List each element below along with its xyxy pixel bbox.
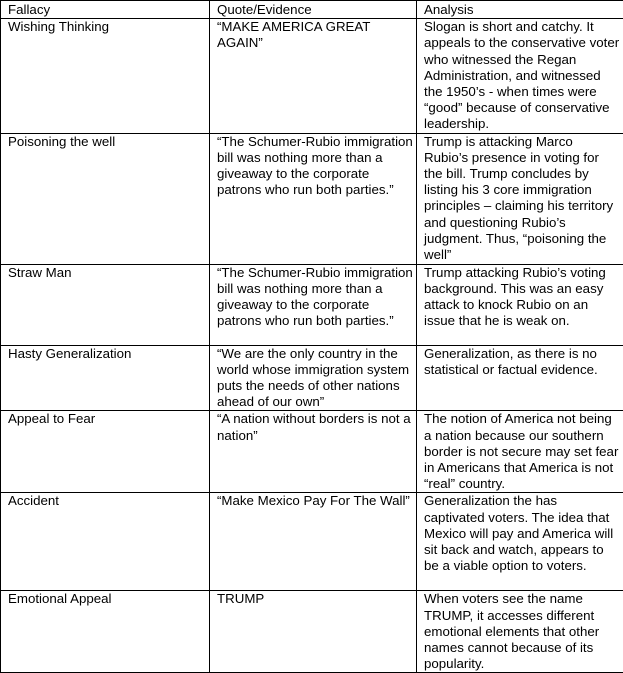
analysis-cell: The notion of America not being a nation because our southern border is not secure may set fear in Americans that America is not “real” country.: [417, 411, 623, 493]
analysis-cell: Trump is attacking Marco Rubio’s presence in voting for the bill. Trump concludes by listing his 3 core immigration principles – claiming his territory and questioning Rubio’s judgment. Thus, “poisoning the well”: [417, 133, 623, 264]
quote-cell: “Make Mexico Pay For The Wall”: [210, 493, 417, 591]
fallacy-cell: Wishing Thinking: [1, 19, 210, 133]
fallacy-cell: Accident: [1, 493, 210, 591]
fallacy-cell: Appeal to Fear: [1, 411, 210, 493]
table-row: [1, 411, 623, 493]
quote-cell: “The Schumer-Rubio immigration bill was nothing more than a giveaway to the corporate patrons who run both parties.”: [210, 264, 417, 345]
table-row: [1, 133, 623, 264]
analysis-cell: Generalization, as there is no statistical or factual evidence.: [417, 345, 623, 411]
quote-cell: “The Schumer-Rubio immigration bill was nothing more than a giveaway to the corporate patrons who run both parties.”: [210, 133, 417, 264]
quote-cell: “We are the only country in the world whose immigration system puts the needs of other nations ahead of our own”: [210, 345, 417, 411]
quote-cell: “A nation without borders is not a nation”: [210, 411, 417, 493]
table-header-row: [1, 1, 623, 19]
table-row: [1, 493, 623, 591]
quote-cell: “MAKE AMERICA GREAT AGAIN”: [210, 19, 417, 133]
analysis-cell: Trump attacking Rubio’s voting background. This was an easy attack to knock Rubio on an issue that he is weak on.: [417, 264, 623, 345]
header-quote-evidence: Quote/Evidence: [210, 1, 417, 19]
table-row: [1, 591, 623, 673]
fallacy-cell: Straw Man: [1, 264, 210, 345]
table-row: [1, 19, 623, 133]
analysis-cell: When voters see the name TRUMP, it accesses different emotional elements that other names cannot because of its popularity.: [417, 591, 623, 673]
fallacy-cell: Poisoning the well: [1, 133, 210, 264]
fallacy-cell: Hasty Generalization: [1, 345, 210, 411]
quote-cell: TRUMP: [210, 591, 417, 673]
table-row: [1, 345, 623, 411]
header-fallacy: Fallacy: [1, 1, 210, 19]
analysis-cell: Generalization the has captivated voters. The idea that Mexico will pay and America will sit back and watch, appears to be a viable option to voters.: [417, 493, 623, 591]
table-row: [1, 264, 623, 345]
analysis-cell: Slogan is short and catchy. It appeals to the conservative voter who witnessed the Regan Administration, and witnessed the 1950’s - when times were “good” because of conservative leadership.: [417, 19, 623, 133]
header-analysis: Analysis: [417, 1, 623, 19]
fallacy-cell: Emotional Appeal: [1, 591, 210, 673]
